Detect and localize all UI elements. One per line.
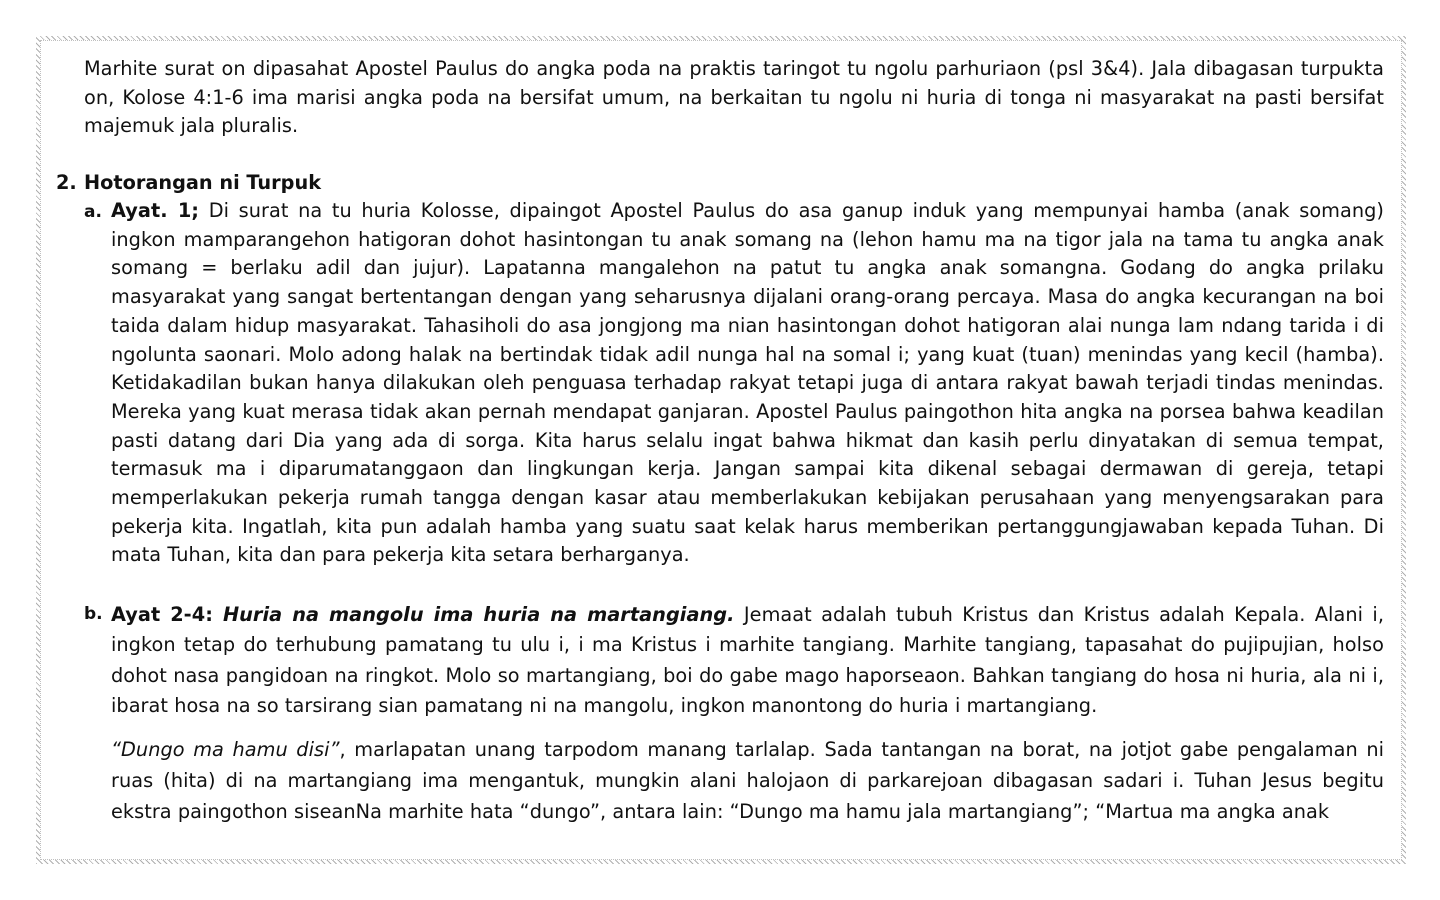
item-a-label: Ayat. 1; bbox=[111, 199, 200, 222]
item-b-continuation-paragraph bbox=[111, 734, 1384, 828]
item-b-quote: “Dungo ma hamu disi” bbox=[111, 738, 340, 761]
item-b-title: Huria na mangolu ima huria na martangiang. bbox=[222, 603, 735, 626]
list-marker-a: a. bbox=[84, 202, 102, 222]
item-b-label: Ayat 2-4: bbox=[111, 603, 223, 626]
section-heading bbox=[56, 169, 321, 197]
intro-paragraph: Marhite surat on dipasahat Apostel Paulus do angka poda na praktis taringot tu ngolu parhuriaon (psl 3&4). Jala dibagasan turpukta on, Kolose 4:1-6 ima marisi angka poda na bersifat umum, na berkaitan tu ngolu ni huria di tonga ni masyarakat na pasti bersifat majemuk jala pluralis. bbox=[84, 57, 1384, 138]
item-b-body: Jemaat adalah tubuh Kristus dan Kristus adalah Kepala. Alani i, ingkon tetap do terhubung pamatang tu ulu i, i ma Kristus i marhite tangiang. Marhite tangiang, tapasahat do pujipujian, holso dohot nasa pangidoan na ringkot. Molo so martangiang, boi do gabe mago haporseaon. Bahkan tangiang do hosa ni huria, ala ni i, ibarat hosa na so tarsirang sian pamatang ni na mangolu, ingkon manontong do huria i martangiang. bbox=[111, 603, 1384, 717]
list-item-b bbox=[111, 600, 1384, 721]
section-number: 2. bbox=[56, 171, 77, 194]
item-b-continuation: , marlapatan unang tarpodom manang tarlalap. Sada tantangan na borat, na jotjot gabe pengalaman ni ruas (hita) di na martangiang ima mengantuk, mungkin alani halojaon di parkarejoan dibagasan sadari i. Tuhan Jesus begitu ekstra paingothon siseanNa marhite hata “dungo”, antara lain: “Dungo ma hamu jala martangiang”; “Martua ma angka anak bbox=[111, 738, 1384, 823]
list-item-a bbox=[111, 197, 1384, 570]
list-marker-b: b. bbox=[84, 604, 103, 624]
section-title: Hotorangan ni Turpuk bbox=[84, 171, 322, 194]
item-a-body: Di surat na tu huria Kolosse, dipaingot Apostel Paulus do asa ganup induk yang mempunyai hamba (anak somang) ingkon mamparangehon hatigoran dohot hasintongan tu anak somang na (lehon hamu ma na tigor jala na tama tu angka anak somang = berlaku adil dan jujur). Lapatanna mangalehon na patut tu angka anak somangna. Godang do angka prilaku masyarakat yang sangat bertentangan dengan yang seharusnya dijalani orang-orang percaya. Masa do angka kecurangan na boi taida dalam hidup masyarakat. Tahasiholi do asa jongjong ma nian hasintongan dohot hatigoran alai nunga lam ndang tarida i di ngolunta saonari. Molo adong halak na bertindak tidak adil nunga hal na somal i; yang kuat (tuan) menindas yang kecil (hamba). Ketidakadilan bukan hanya dilakukan oleh penguasa terhadap rakyat tetapi juga di antara rakyat bawah terjadi tindas menindas. Mereka yang kuat merasa tidak akan pernah mendapat ganjaran. Apostel Paulus paingothon hita angka na porsea bahwa keadilan pasti datang dari Dia yang ada di sorga. Kita harus selalu ingat bahwa hikmat dan kasih perlu dinyatakan di semua tempat, termasuk ma i diparumatanggaon dan lingkungan kerja. Jangan sampai kita dikenal sebagai dermawan di gereja, tetapi memperlakukan pekerja rumah tangga dengan kasar atau memberlakukan kebijakan perusahaan yang menyengsarakan para pekerja kita. Ingatlah, kita pun adalah hamba yang suatu saat kelak harus memberikan pertanggungjawaban kepada Tuhan. Di mata Tuhan, kita dan para pekerja kita setara berharganya. bbox=[111, 199, 1384, 567]
